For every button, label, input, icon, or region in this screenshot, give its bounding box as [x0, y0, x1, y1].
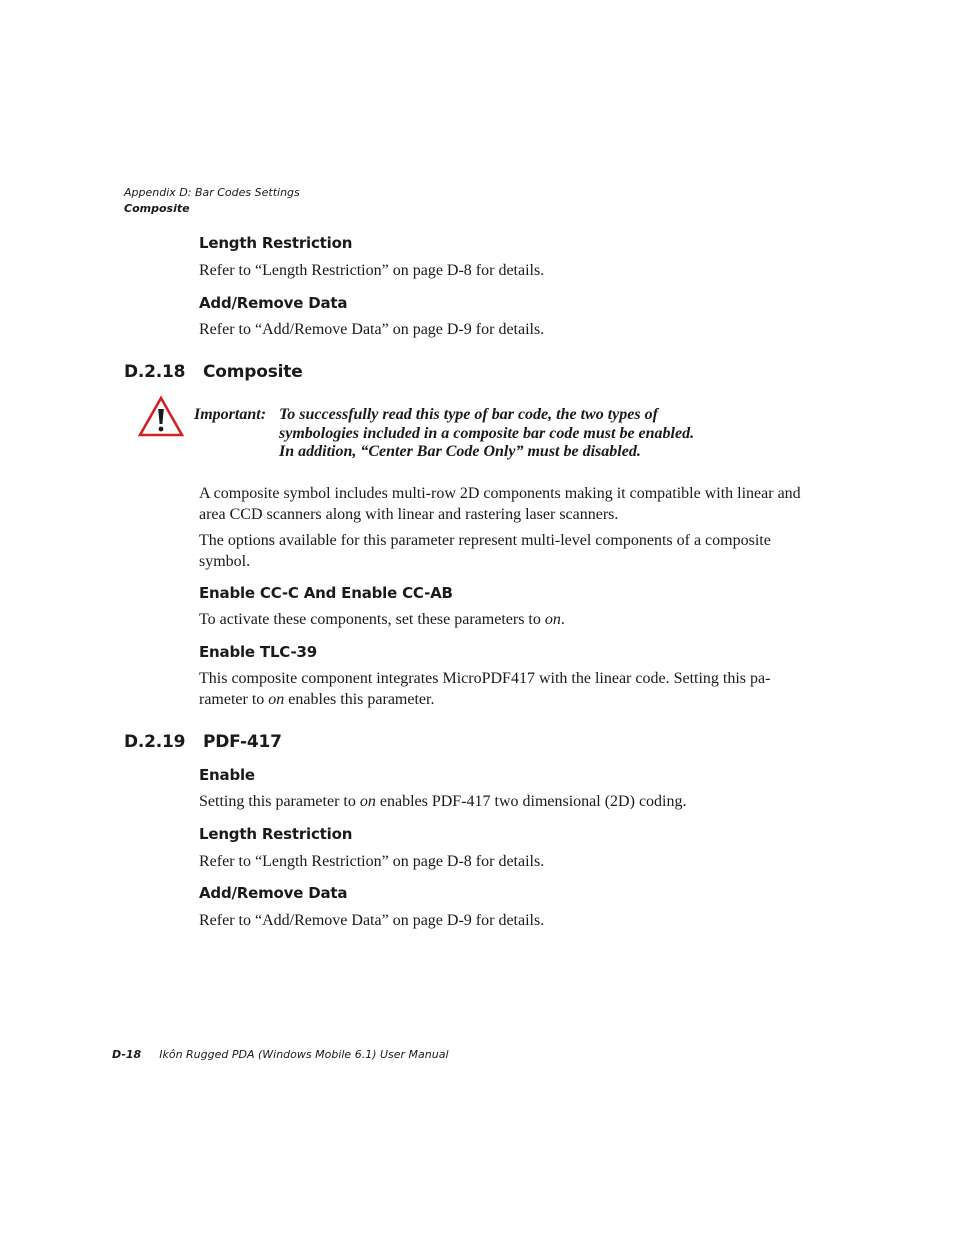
heading-add-remove-data-pdf: Add/Remove Data	[199, 884, 348, 902]
emphasis-on: on	[544, 611, 561, 628]
section-number: D.2.19	[124, 732, 186, 752]
section-heading-composite	[124, 361, 303, 383]
text-add-remove-data: Refer to “Add/Remove Data” on page D-9 for details.	[199, 321, 545, 338]
heading-length-restriction: Length Restriction	[199, 234, 353, 252]
important-label: Important:	[194, 406, 267, 423]
section-title: PDF-417	[203, 732, 282, 752]
important-line-3: In addition, “Center Bar Code Only” must be disabled.	[279, 443, 641, 460]
text-length-restriction: Refer to “Length Restriction” on page D-8 for details.	[199, 262, 545, 279]
heading-enable-cc: Enable CC-C And Enable CC-AB	[199, 584, 453, 602]
heading-enable-tlc39: Enable TLC-39	[199, 643, 317, 661]
paragraph-composite-options: The options available for this parameter represent multi-level components of a composite symbol.	[199, 532, 771, 570]
text-enable: Setting this parameter to on enables PDF-417 two dimensional (2D) coding.	[199, 793, 687, 810]
section-number: D.2.18	[124, 362, 186, 382]
page-footer	[112, 1047, 449, 1063]
emphasis-on: on	[268, 691, 285, 708]
important-line-2: symbologies included in a composite bar code must be enabled.	[279, 424, 695, 442]
heading-add-remove-data: Add/Remove Data	[199, 294, 348, 312]
page-number: D-18	[112, 1048, 142, 1061]
text-enable-cc: To activate these components, set these parameters to on.	[199, 611, 565, 628]
section-title: Composite	[203, 362, 303, 382]
running-header-section: Composite	[124, 202, 190, 215]
text-enable-tlc39-line-1: This composite component integrates MicroPDF417 with the linear code. Setting this pa-	[199, 670, 771, 687]
text-length-restriction-pdf: Refer to “Length Restriction” on page D-8 for details.	[199, 853, 545, 870]
important-line-1: To successfully read this type of bar code, the two types of	[279, 406, 658, 423]
section-heading-pdf417	[124, 731, 282, 753]
emphasis-on: on	[359, 793, 376, 810]
running-header-chapter: Appendix D: Bar Codes Settings	[124, 186, 300, 199]
text-add-remove-data-pdf: Refer to “Add/Remove Data” on page D-9 for details.	[199, 912, 545, 929]
warning-triangle-icon	[138, 395, 184, 437]
heading-enable: Enable	[199, 766, 255, 784]
heading-length-restriction-pdf: Length Restriction	[199, 825, 353, 843]
text-enable-tlc39-line-2: rameter to on enables this parameter.	[199, 691, 435, 708]
manual-title: Ikôn Rugged PDA (Windows Mobile 6.1) User Manual	[159, 1048, 449, 1061]
paragraph-composite-intro: A composite symbol includes multi-row 2D components making it compatible with linear and area CCD scanners along with linear and rastering laser scanners.	[199, 485, 801, 523]
